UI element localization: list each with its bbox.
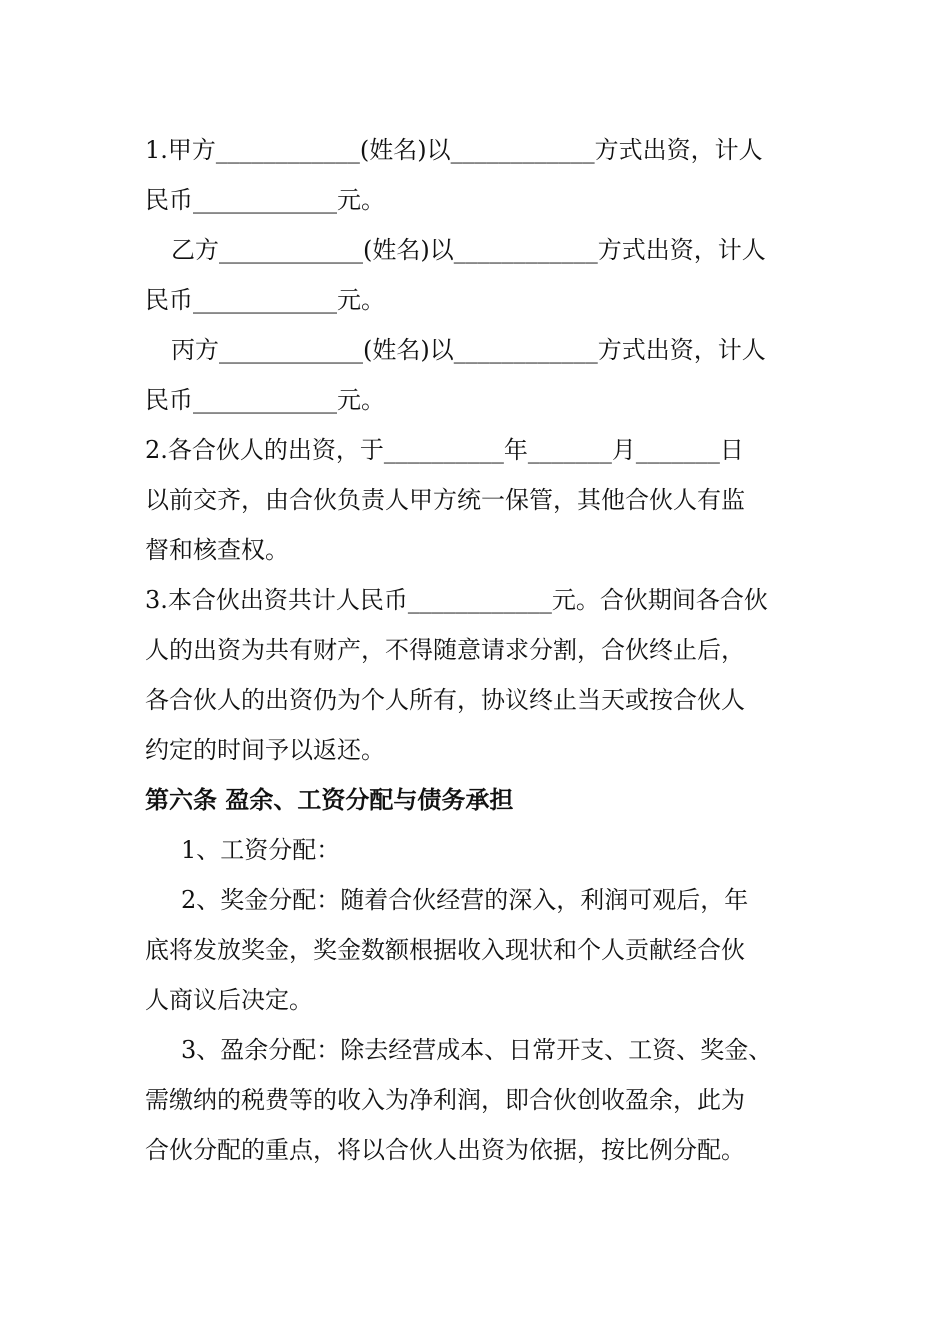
text-line: 乙方____________(姓名)以____________方式出资，计人 <box>171 236 766 264</box>
text-line: 各合伙人的出资仍为个人所有，协议终止当天或按合伙人 <box>145 686 745 714</box>
text-line: 3.本合伙出资共计人民币____________元。合伙期间各合伙 <box>145 586 768 614</box>
text-line: 约定的时间予以返还。 <box>145 736 385 764</box>
text-line: 以前交齐，由合伙负责人甲方统一保管，其他合伙人有监 <box>145 486 745 514</box>
document-body <box>145 125 825 1175</box>
text-line: 民币____________元。 <box>145 186 385 214</box>
text-line: 2、奖金分配：随着合伙经营的深入，利润可观后，年 <box>181 886 749 914</box>
section-heading: 第六条 盈余、工资分配与债务承担 <box>145 785 514 814</box>
text-line: 3、盈余分配：除去经营成本、日常开支、工资、奖金、 <box>181 1036 773 1064</box>
text-line: 民币____________元。 <box>145 286 385 314</box>
text-line: 合伙分配的重点，将以合伙人出资为依据，按比例分配。 <box>145 1136 745 1164</box>
text-line: 1、工资分配： <box>181 836 341 864</box>
text-line: 底将发放奖金，奖金数额根据收入现状和个人贡献经合伙 <box>145 936 745 964</box>
text-line: 1.甲方____________(姓名)以____________方式出资，计人 <box>145 136 763 164</box>
text-line: 人的出资为共有财产，不得随意请求分割，合伙终止后， <box>145 636 745 664</box>
text-line: 2.各合伙人的出资，于__________年_______月_______日 <box>145 436 744 464</box>
text-line: 督和核查权。 <box>145 536 289 564</box>
text-line: 需缴纳的税费等的收入为净利润，即合伙创收盈余，此为 <box>145 1086 745 1114</box>
text-line: 人商议后决定。 <box>145 986 313 1014</box>
text-line: 民币____________元。 <box>145 386 385 414</box>
text-line: 丙方____________(姓名)以____________方式出资，计人 <box>171 336 766 364</box>
